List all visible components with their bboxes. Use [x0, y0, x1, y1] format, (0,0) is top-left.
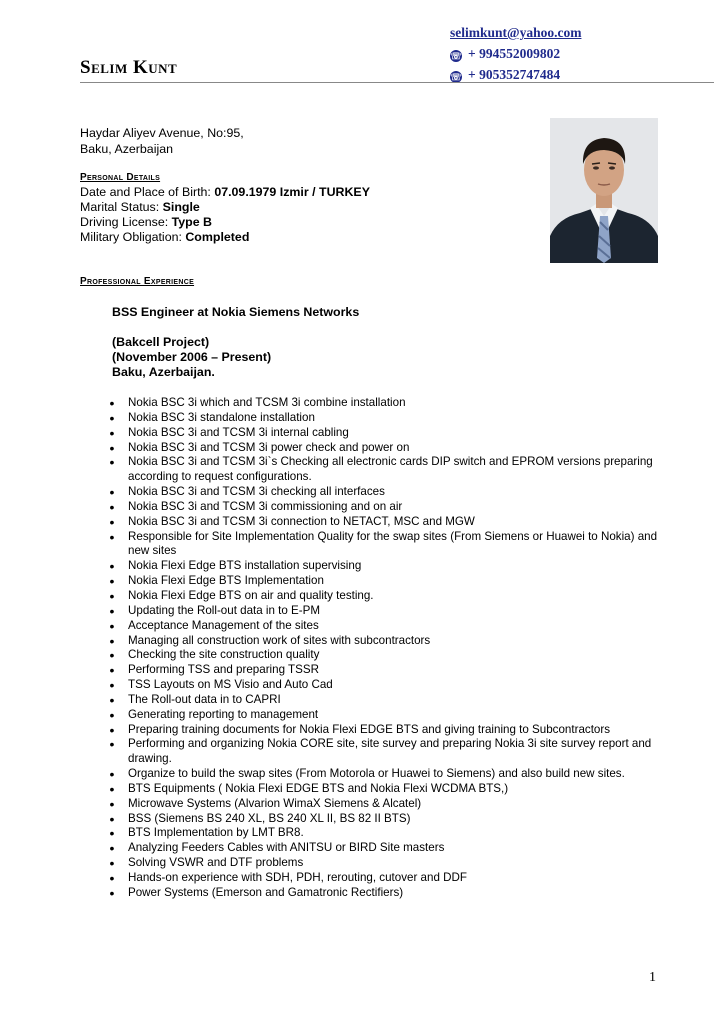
detail-row [80, 200, 370, 215]
responsibilities-list [108, 396, 668, 901]
section-title-personal: Personal Details [80, 172, 161, 183]
list-item-text: Updating the Roll-out data in to E-PM [128, 603, 321, 617]
list-item-text: Microwave Systems (Alvarion WimaX Siemens & Alcatel) [128, 796, 422, 810]
bullet-icon: • [109, 736, 115, 753]
list-item [108, 723, 668, 738]
bullet-icon: • [109, 513, 115, 530]
list-item [108, 886, 668, 901]
list-item-text: Nokia BSC 3i which and TCSM 3i combine installation [128, 396, 406, 409]
detail-label: Driving License: [80, 215, 172, 229]
list-item-text: Acceptance Management of the sites [128, 618, 319, 632]
job-period: (November 2006 – Present) [112, 350, 272, 364]
detail-row [80, 230, 370, 245]
detail-value: 07.09.1979 Izmir / TURKEY [214, 185, 370, 199]
email-link[interactable]: selimkunt@yahoo.com [450, 25, 582, 40]
list-item [108, 841, 668, 856]
header-divider [80, 82, 714, 83]
list-item-text: Nokia BSC 3i and TCSM 3i internal cabling [128, 425, 349, 439]
phone-line-1 [450, 43, 581, 64]
list-item [108, 500, 668, 515]
job-heading [112, 305, 359, 380]
section-title-experience: Professional Experience [80, 276, 195, 287]
address-block [80, 125, 244, 157]
list-item [108, 574, 668, 589]
phone-icon: ☏ [450, 51, 462, 61]
list-item-text: Nokia BSC 3i and TCSM 3i checking all interfaces [128, 485, 385, 499]
bullet-icon: • [109, 840, 115, 857]
list-item [108, 604, 668, 619]
bullet-icon: • [109, 721, 115, 738]
list-item [108, 767, 668, 782]
profile-photo [550, 118, 658, 263]
candidate-name: Selim Kunt [80, 57, 178, 78]
list-item [108, 426, 668, 441]
detail-value: Single [162, 200, 200, 214]
list-item [108, 826, 668, 841]
bullet-icon: • [109, 662, 115, 679]
list-item-text: BTS Equipments ( Nokia Flexi EDGE BTS and Nokia Flexi WCDMA BTS,) [128, 781, 509, 795]
list-item [108, 693, 668, 708]
list-item [108, 856, 668, 871]
bullet-icon: • [109, 602, 115, 619]
bullet-icon: • [109, 439, 115, 456]
list-item-text: Responsible for Site Implementation Quality for the swap sites (From Siemens or Huawei to Nokia) and new sites [128, 529, 658, 558]
list-item-text: Power Systems (Emerson and Gamatronic Rectifiers) [128, 885, 404, 899]
list-item-text: Nokia BSC 3i and TCSM 3i commissioning and on air [128, 499, 403, 513]
list-item [108, 411, 668, 426]
list-item-text: BTS Implementation by LMT BR8. [128, 826, 304, 840]
detail-value: Type B [171, 215, 212, 229]
detail-label: Military Obligation: [80, 230, 186, 244]
page-number: 1 [649, 970, 656, 985]
job-title: BSS Engineer at Nokia Siemens Networks [112, 305, 360, 319]
list-item-text: TSS Layouts on MS Visio and Auto Cad [128, 678, 333, 692]
bullet-icon: • [109, 825, 115, 842]
list-item-text: Hands-on experience with SDH, PDH, rerouting, cutover and DDF [128, 871, 467, 884]
bullet-icon: • [109, 395, 115, 411]
list-item-text: BSS (Siemens BS 240 XL, BS 240 XL II, BS 82 II BTS) [128, 811, 411, 825]
list-item-text: Checking the site construction quality [128, 648, 320, 662]
list-item [108, 396, 668, 411]
bullet-icon: • [109, 647, 115, 664]
list-item [108, 782, 668, 797]
list-item [108, 455, 668, 485]
list-item [108, 678, 668, 693]
list-item [108, 797, 668, 812]
detail-value: Completed [185, 230, 250, 244]
detail-label: Marital Status: [80, 200, 163, 214]
bullet-icon: • [109, 573, 115, 590]
bullet-icon: • [109, 587, 115, 604]
address-line: Haydar Aliyev Avenue, No:95, [80, 126, 244, 140]
bullet-icon: • [109, 409, 115, 426]
list-item-text: Managing all construction work of sites with subcontractors [128, 633, 431, 647]
list-item-text: Nokia Flexi Edge BTS installation supervising [128, 559, 362, 573]
bullet-icon: • [109, 558, 115, 575]
list-item [108, 648, 668, 663]
list-item [108, 812, 668, 827]
bullet-icon: • [109, 528, 115, 545]
phone-number: + 905352747484 [468, 67, 561, 82]
list-item [108, 515, 668, 530]
bullet-icon: • [109, 795, 115, 812]
list-item-text: Analyzing Feeders Cables with ANITSU or BIRD Site masters [128, 841, 445, 855]
list-item-text: Preparing training documents for Nokia Flexi EDGE BTS and giving training to Subcontractors [128, 722, 611, 736]
contact-block [450, 22, 581, 85]
list-item-text: Nokia BSC 3i and TCSM 3i`s Checking all electronic cards DIP switch and EPROM versions preparing according to request configurations. [128, 455, 653, 484]
list-item [108, 619, 668, 634]
list-item [108, 663, 668, 678]
list-item [108, 559, 668, 574]
list-item-text: The Roll-out data in to CAPRI [128, 692, 281, 706]
phone-icon: ☏ [450, 72, 462, 82]
bullet-icon: • [109, 691, 115, 708]
list-item [108, 737, 668, 767]
bullet-icon: • [109, 855, 115, 872]
list-item-text: Nokia BSC 3i and TCSM 3i connection to NETACT, MSC and MGW [128, 514, 475, 528]
bullet-icon: • [109, 884, 115, 901]
bullet-icon: • [109, 810, 115, 827]
address-line: Baku, Azerbaijan [80, 142, 173, 156]
bullet-icon: • [109, 424, 115, 441]
phone-number: + 994552009802 [468, 46, 561, 61]
list-item-text: Generating reporting to management [128, 707, 319, 721]
list-item [108, 634, 668, 649]
list-item-text: Nokia BSC 3i and TCSM 3i power check and power on [128, 440, 410, 454]
list-item [108, 441, 668, 456]
job-project: (Bakcell Project) [112, 335, 210, 349]
list-item-text: Solving VSWR and DTF problems [128, 856, 304, 870]
list-item [108, 708, 668, 723]
list-item [108, 530, 668, 560]
list-item [108, 871, 668, 886]
list-item-text: Nokia Flexi Edge BTS on air and quality testing. [128, 588, 374, 602]
list-item-text: Organize to build the swap sites (From Motorola or Huawei to Siemens) and also build new sites. [128, 767, 625, 781]
detail-row [80, 185, 370, 200]
detail-label: Date and Place of Birth: [80, 185, 215, 199]
personal-details [80, 170, 370, 245]
bullet-icon: • [109, 617, 115, 634]
list-item-text: Performing TSS and preparing TSSR [128, 663, 319, 677]
bullet-icon: • [109, 632, 115, 649]
list-item [108, 589, 668, 604]
bullet-icon: • [109, 498, 115, 515]
job-location: Baku, Azerbaijan. [112, 365, 215, 379]
profile-photo-image [550, 118, 658, 263]
bullet-icon: • [109, 870, 115, 886]
detail-row [80, 215, 370, 230]
list-item-text: Performing and organizing Nokia CORE site, site survey and preparing Nokia 3i site survey report and drawing. [128, 737, 652, 766]
bullet-icon: • [109, 706, 115, 723]
bullet-icon: • [109, 780, 115, 797]
bullet-icon: • [109, 454, 115, 471]
bullet-icon: • [109, 484, 115, 501]
bullet-icon: • [109, 677, 115, 694]
bullet-icon: • [109, 766, 115, 783]
list-item [108, 485, 668, 500]
list-item-text: Nokia Flexi Edge BTS Implementation [128, 574, 324, 588]
list-item-text: Nokia BSC 3i standalone installation [128, 410, 315, 424]
